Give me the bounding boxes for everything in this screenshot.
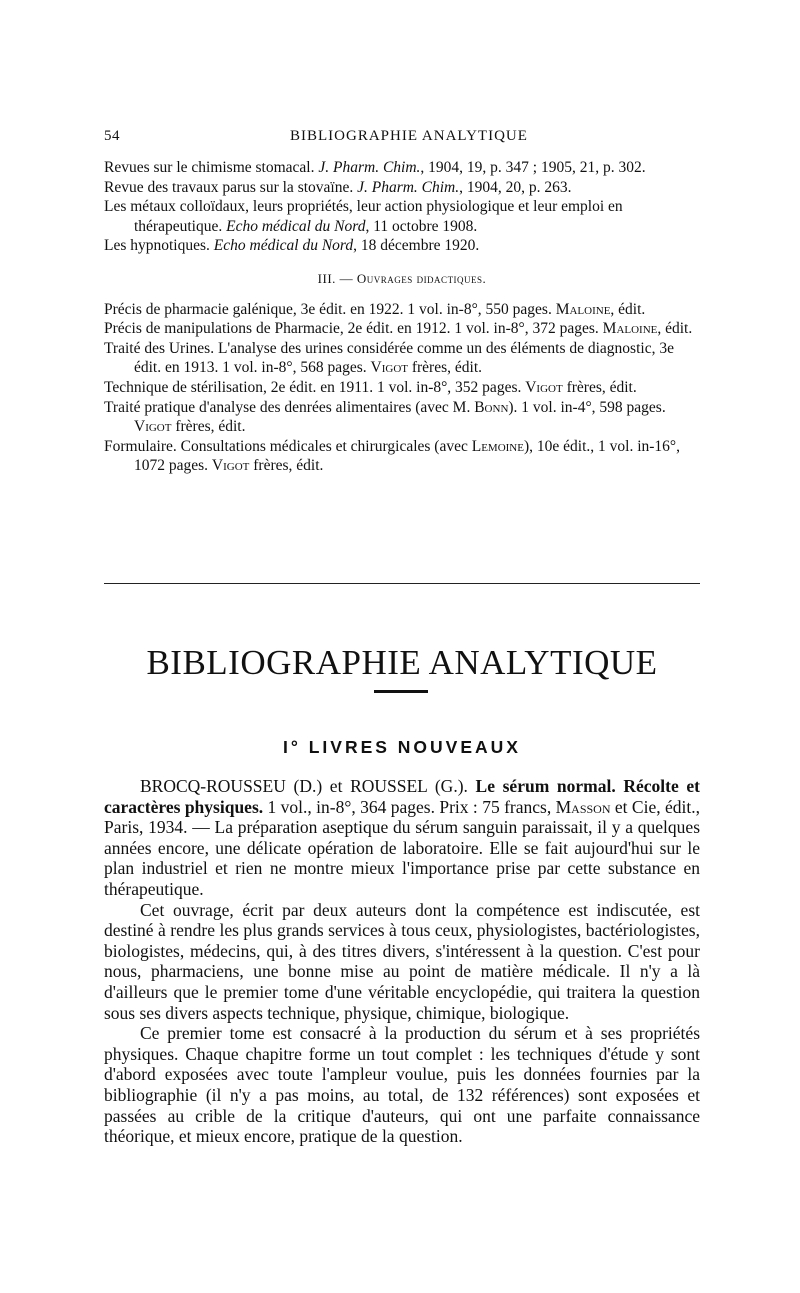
article-ref: , 1904, 19, p. 347 ; 1905, 21, p. 302. [420, 159, 646, 176]
section-label: Ouvrages didactiques. [356, 270, 487, 286]
article-entry [104, 178, 700, 198]
work-publisher: Maloine [602, 320, 658, 338]
work-text: Technique de stérilisation, 2e édit. en 1911. 1 vol. in-8°, 352 pages. [104, 378, 526, 396]
review-book-title: Le sérum normal. Récolte et caractères physiques. [104, 776, 700, 817]
review-paragraph: Cet ouvrage, écrit par deux auteurs dont la compétence est indiscutée, est destiné à rendre les plus grands services à tous ceux, physiologistes, bactériologistes, biologistes, médecins, qui, à des titres divers, s'intéressent à la question. C'est pour nous, pharmaciens, une bonne mise au point de matière médicale. Il n'y a là d'ailleurs que le premier tome d'une véritable encyclopédie, qui traitera la question sous ses divers aspects technique, physique, chimique, biologique. [104, 899, 700, 1023]
review-paragraph [104, 776, 700, 900]
work-text: Précis de manipulations de Pharmacie, 2e édit. en 1912. 1 vol. in-8°, 372 pages. [104, 320, 603, 338]
work-tail: frères, édit. [407, 359, 483, 377]
work-text: Formulaire. Consultations médicales et chirurgicales (avec [104, 437, 472, 455]
work-publisher: Vigot [525, 378, 563, 396]
work-coauthor: Lemoine [471, 437, 524, 455]
article-title: Les hypnotiques. [104, 237, 214, 255]
work-tail: frères, édit. [562, 378, 637, 396]
main-title: BIBLIOGRAPHIE ANALYTIQUE [146, 643, 658, 682]
article-title: Revue des travaux parus sur la stovaïne. [104, 178, 358, 196]
work-publisher: Vigot [211, 457, 250, 475]
review-paragraph: Ce premier tome est consacré à la production du sérum et à ses propriétés physiques. Chaque chapitre forme un tout complet : les techniques d'étude y sont d'abord exposées avec toute l'ampleur voulue, puis les données fournies par la bibliographie (il n'y a pas moins, au total, de 132 références) sont exposées et passées au crible de la critique d'auteurs, qui ont une parfaite connaissance théorique, et mieux encore, pratique de la question. [104, 1023, 700, 1147]
work-entry [104, 437, 700, 476]
title-underline [374, 690, 428, 693]
work-tail: frères, édit. [249, 457, 324, 475]
journal-name: Echo médical du Nord [213, 237, 354, 255]
work-coauthor: Bonn [474, 398, 509, 416]
work-text: Précis de pharmacie galénique, 3e édit. en 1922. 1 vol. in-8°, 550 pages. [104, 300, 556, 318]
article-entry [104, 158, 700, 178]
work-text: Traité pratique d'analyse des denrées alimentaires (avec M. [104, 398, 475, 416]
article-title: Revues sur le chimisme stomacal. [104, 159, 319, 176]
work-tail: , édit. [610, 300, 646, 318]
article-entry [104, 236, 700, 256]
work-entry [104, 319, 700, 339]
article-ref: , 18 décembre 1920. [353, 237, 480, 255]
review-text: et Cie, édit., Paris, 1934. — La préparation aseptique du sérum sanguin paraissait, il y a quelques années encore, une délicate opération de laboratoire. Elle se fait aujourd'hui sur le plan industriel et rien ne montre mieux l'importance prise par cette substance en thérapeutique. [104, 796, 700, 899]
work-entry [104, 378, 700, 398]
journal-name: Echo médical du Nord [226, 217, 366, 235]
work-publisher: Vigot [134, 418, 172, 436]
journal-name: J. Pharm. Chim. [357, 178, 460, 196]
work-publisher: Maloine [555, 300, 611, 318]
work-tail: frères, édit. [171, 418, 246, 436]
sub-heading: I° LIVRES NOUVEAUX [283, 737, 521, 757]
running-header [104, 128, 714, 152]
work-entry [104, 339, 700, 378]
article-entry [104, 197, 700, 236]
journal-name: J. Pharm. Chim. [318, 159, 421, 176]
work-publisher: Vigot [370, 359, 408, 377]
book-review [104, 776, 700, 1147]
work-entry [104, 300, 700, 320]
article-title: Les métaux colloïdaux, leurs propriétés, leur action physiologique et leur emploi en thérapeutique. [104, 198, 623, 235]
work-text-continued: ), 10e édit., 1 vol. in-16°, 1072 pages. [134, 437, 680, 475]
work-text-continued: ). 1 vol. in-4°, 598 pages. [508, 398, 666, 416]
running-title: BIBLIOGRAPHIE ANALYTIQUE [290, 128, 528, 144]
section-number: III. — [317, 270, 357, 286]
page-number: 54 [104, 128, 120, 144]
review-authors: BROCQ-ROUSSEU (D.) et ROUSSEL (G.). [140, 776, 476, 796]
section-divider [104, 583, 700, 584]
work-tail: , édit. [657, 320, 693, 338]
bibliography-list [104, 158, 700, 476]
work-text: Traité des Urines. L'analyse des urines considérée comme un des éléments de diagnostic, 3e édit. en 1913. 1 vol. in-8°, 568 pages. [104, 339, 674, 377]
article-ref: , 11 octobre 1908. [365, 217, 478, 235]
section-heading [104, 269, 700, 289]
work-entry [104, 398, 700, 437]
review-publisher: Masson [555, 796, 611, 817]
article-ref: , 1904, 20, p. 263. [459, 178, 572, 196]
review-details: 1 vol., in-8°, 364 pages. Prix : 75 francs, [263, 796, 556, 817]
